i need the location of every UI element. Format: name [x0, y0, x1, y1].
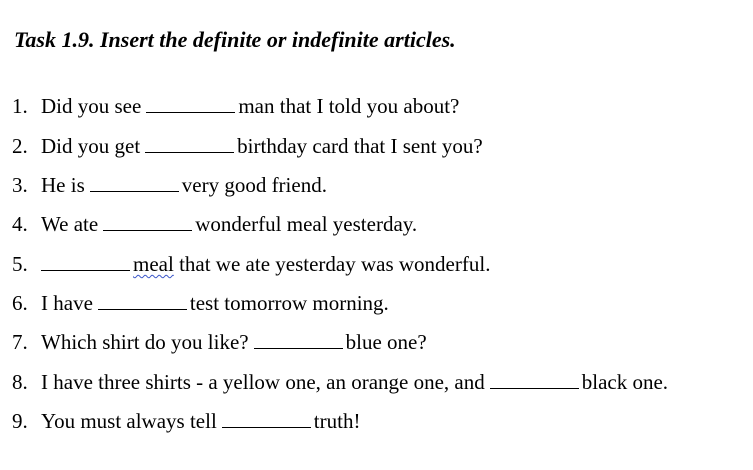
exercise-item-8 — [12, 370, 668, 394]
item-text-after: test tomorrow morning. — [189, 291, 389, 315]
item-text-before: He is — [41, 173, 85, 197]
item-text-after: very good friend. — [181, 173, 327, 197]
answer-blank[interactable] — [254, 332, 343, 349]
item-number: 7. — [12, 330, 28, 354]
item-number: 8. — [12, 370, 28, 394]
item-number: 3. — [12, 173, 28, 197]
item-number: 1. — [12, 94, 28, 118]
answer-blank[interactable] — [222, 411, 311, 428]
item-text-after: black one. — [581, 370, 669, 394]
answer-blank[interactable] — [90, 175, 179, 192]
item-text-before: Did you get — [41, 134, 141, 158]
item-text-after: blue one? — [345, 330, 427, 354]
item-number: 4. — [12, 212, 28, 236]
item-number: 9. — [12, 409, 28, 433]
item-number: 2. — [12, 134, 28, 158]
item-number: 6. — [12, 291, 28, 315]
item-number: 5. — [12, 252, 28, 276]
item-text-after: birthday card that I sent you? — [237, 134, 483, 158]
answer-blank[interactable] — [41, 254, 130, 271]
spellcheck-marked-word: meal — [133, 252, 174, 276]
item-text-before: Which shirt do you like? — [41, 330, 249, 354]
item-text-after: wonderful meal yesterday. — [195, 212, 418, 236]
answer-blank[interactable] — [103, 214, 192, 231]
item-text-after: that we ate yesterday was wonderful. — [173, 252, 491, 276]
item-text-after: man that I told you about? — [238, 94, 460, 118]
exercise-item-2 — [12, 134, 483, 158]
item-text-before: I have three shirts - a yellow one, an orange one, and — [41, 370, 485, 394]
answer-blank[interactable] — [145, 136, 234, 153]
exercise-item-5 — [12, 252, 490, 276]
exercise-item-3 — [12, 173, 327, 197]
item-text-before: I have — [41, 291, 93, 315]
exercise-item-6 — [12, 291, 389, 315]
exercise-item-1 — [12, 94, 459, 118]
answer-blank[interactable] — [146, 96, 235, 113]
exercise-item-7 — [12, 330, 427, 354]
task-title: Task 1.9. Insert the definite or indefinite articles. — [14, 27, 456, 52]
exercise-item-9 — [12, 409, 360, 433]
item-text-before: You must always tell — [41, 409, 217, 433]
exercise-item-4 — [12, 212, 417, 236]
answer-blank[interactable] — [490, 372, 579, 389]
item-text-after: truth! — [313, 409, 361, 433]
answer-blank[interactable] — [98, 293, 187, 310]
item-text-before: We ate — [41, 212, 99, 236]
item-text-before: Did you see — [41, 94, 142, 118]
